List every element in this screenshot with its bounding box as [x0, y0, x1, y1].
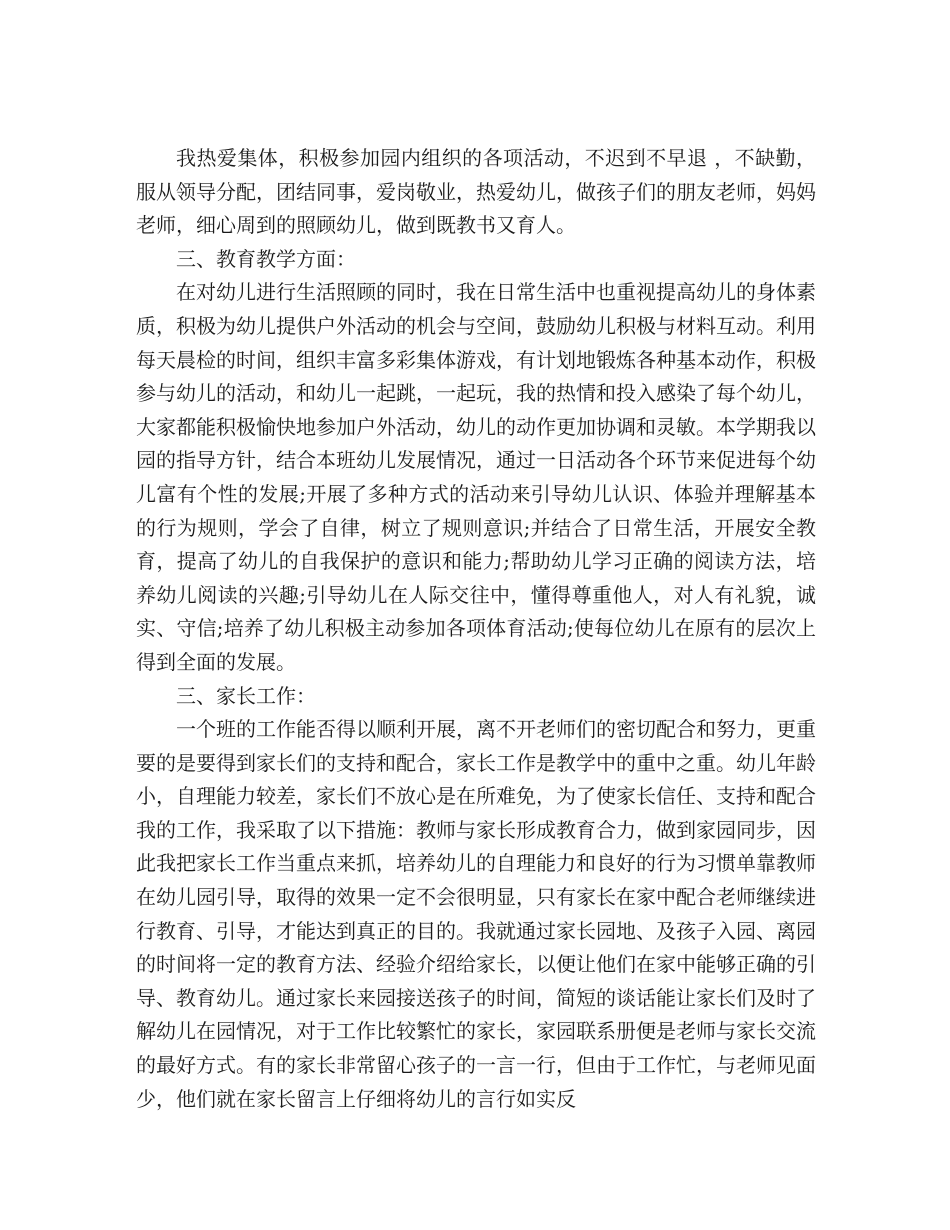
document-body: [136, 142, 816, 1116]
paragraph-parent-work: 一个班的工作能否得以顺利开展，离不开老师们的密切配合和努力，更重要的是要得到家长们的支持和配合，家长工作是教学中的重中之重。幼儿年龄小，自理能力较差，家长们不放心是在所难免，为了使家长信任、支持和配合我的工作，我采取了以下措施：教师与家长形成教育合力，做到家园同步，因此我把家长工作当重点来抓，培养幼儿的自理能力和良好的行为习惯单靠教师在幼儿园引导，取得的效果一定不会很明显，只有家长在家中配合老师继续进行教育、引导，才能达到真正的目的。我就通过家长园地、及孩子入园、离园的时间将一定的教育方法、经验介绍给家长，以便让他们在家中能够正确的引导、教育幼儿。通过家长来园接送孩子的时间，简短的谈话能让家长们及时了解幼儿在园情况，对于工作比较繁忙的家长，家园联系册便是老师与家长交流的最好方式。有的家长非常留心孩子的一言一行，但由于工作忙，与老师见面少，他们就在家长留言上仔细将幼儿的言行如实反: [136, 717, 816, 1111]
section-heading-education-teaching: 三、教育教学方面：: [176, 246, 356, 271]
paragraph-collective-attitude: 我热爱集体，积极参加园内组织的各项活动，不迟到不早退 ，不缺勤，服从领导分配，团结同事，爱岗敬业，热爱幼儿，做孩子们的朋友老师，妈妈老师，细心周到的照顾幼儿，做到既教书又育人。: [136, 146, 816, 238]
paragraph-education-teaching: 在对幼儿进行生活照顾的同时，我在日常生活中也重视提高幼儿的身体素质，积极为幼儿提供户外活动的机会与空间，鼓励幼儿积极与材料互动。利用每天晨检的时间，组织丰富多彩集体游戏，有计划地锻炼各种基本动作，积极参与幼儿的活动，和幼儿一起跳，一起玩，我的热情和投入感染了每个幼儿，大家都能积极愉快地参加户外活动，幼儿的动作更加协调和灵敏。本学期我以园的指导方针，结合本班幼儿发展情况，通过一日活动各个环节来促进每个幼儿富有个性的发展;开展了多种方式的活动来引导幼儿认识、体验并理解基本的行为规则，学会了自律，树立了规则意识;并结合了日常生活，开展安全教育，提高了幼儿的自我保护的意识和能力;帮助幼儿学习正确的阅读方法，培养幼儿阅读的兴趣;引导幼儿在人际交往中，懂得尊重他人，对人有礼貌，诚实、守信;培养了幼儿积极主动参加各项体育活动;使每位幼儿在原有的层次上得到全面的发展。: [136, 280, 816, 674]
section-heading-parent-work: 三、家长工作：: [176, 683, 316, 708]
